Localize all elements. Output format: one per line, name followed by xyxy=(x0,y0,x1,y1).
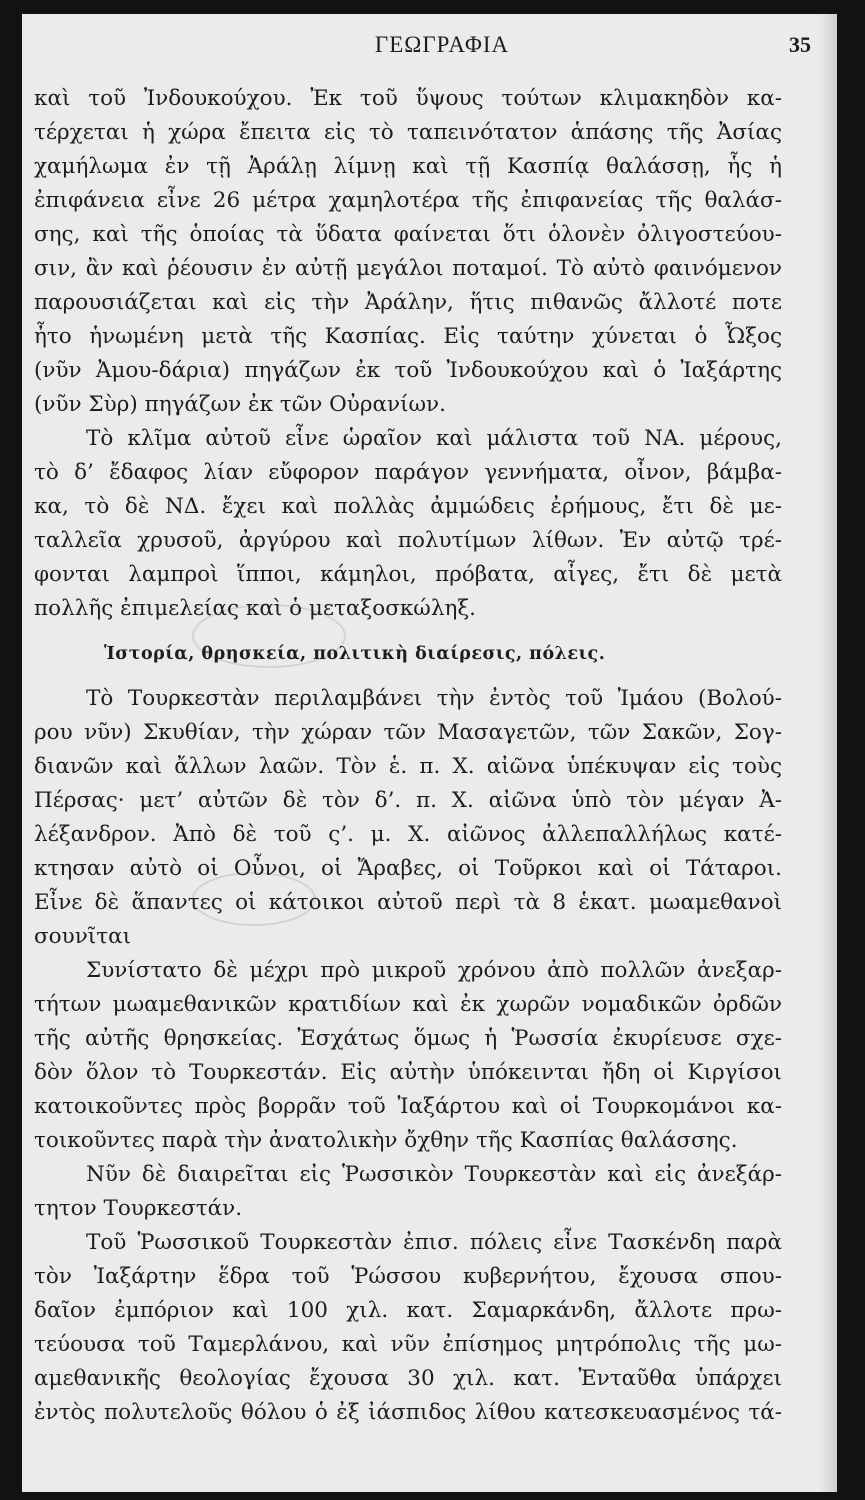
text-line: Τὸ Τουρκεστὰν περιλαμβάνει τὴν ἐντὸς τοῦ Ἰμάου (Βολού- xyxy=(86,686,782,711)
text-line: ἐντὸς πολυτελοῦς θόλου ὁ ἐξ ἰάσπιδος λίθου κατεσκευασμένος τά- xyxy=(34,1400,782,1425)
paragraph-geography xyxy=(34,82,782,422)
text-line: τῆς αὐτῆς θρησκείας. Ἐσχάτως ὅμως ἡ Ῥωσσία ἐκυρίευσε σχε- xyxy=(34,1026,782,1051)
text-line: Τοῦ Ῥωσσικοῦ Τουρκεστὰν ἐπισ. πόλεις εἶνε Τασκένδη παρὰ xyxy=(86,1230,782,1255)
text-line: (νῦν Σὺρ) πηγάζων ἐκ τῶν Οὐρανίων. xyxy=(34,392,446,417)
text-line: λέξανδρον. Ἀπὸ δὲ τοῦ ς’. μ. Χ. αἰῶνος ἀλλεπαλλήλως κατέ- xyxy=(34,822,782,847)
text-line: Συνίστατο δὲ μέχρι πρὸ μικροῦ χρόνου ἀπὸ πολλῶν ἀνεξαρ- xyxy=(86,958,782,983)
section-heading: Ἱστορία, θρησκεία, πολιτικὴ διαίρεσις, πόλεις. xyxy=(104,644,606,664)
text-line: πολλῆς ἐπιμελείας καὶ ὁ μεταξοσκώληξ. xyxy=(34,596,477,621)
text-line: ἦτο ἡνωμένη μετὰ τῆς Κασπίας. Εἰς ταύτην χύνεται ὁ Ὦξος xyxy=(34,324,782,349)
text-line: (νῦν Ἀμου-δάρια) πηγάζων ἐκ τοῦ Ἰνδουκούχου καὶ ὁ Ἰαξάρτης xyxy=(34,358,782,383)
text-line: κατοικοῦντες πρὸς βορρᾶν τοῦ Ἰαξάρτου καὶ οἱ Τουρκομάνοι κα- xyxy=(34,1094,782,1119)
text-line: τοικοῦντες παρὰ τὴν ἀνατολικὴν ὄχθην τῆς Κασπίας θαλάσσης. xyxy=(34,1128,738,1153)
text-line: κτησαν αὐτὸ οἱ Οὖνοι, οἱ Ἄραβες, οἱ Τοῦρκοι καὶ οἱ Τάταροι. xyxy=(34,856,782,881)
text-line: ταλλεῖα χρυσοῦ, ἀργύρου καὶ πολυτίμων λίθων. Ἐν αὐτῷ τρέ- xyxy=(34,528,782,553)
text-line: χαμήλωμα ἐν τῇ Ἀράλῃ λίμνῃ καὶ τῇ Κασπίᾳ θαλάσσῃ, ἧς ἡ xyxy=(34,154,782,179)
text-line: ἐπιφάνεια εἶνε 26 μέτρα χαμηλοτέρα τῆς ἐπιφανείας τῆς θαλάσ- xyxy=(34,188,782,213)
paragraph-history xyxy=(34,682,782,954)
text-line: φονται λαμπροὶ ἵπποι, κάμηλοι, πρόβατα, αἶγες, ἔτι δὲ μετὰ xyxy=(34,562,782,587)
text-line: τὸν Ἰαξάρτην ἕδρα τοῦ Ῥώσσου κυβερνήτου, ἔχουσα σπου- xyxy=(34,1264,782,1289)
text-line: καὶ τοῦ Ἰνδουκούχου. Ἐκ τοῦ ὕψους τούτων κλιμακηδὸν κα- xyxy=(34,86,782,111)
text-line: κα, τὸ δὲ ΝΔ. ἔχει καὶ πολλὰς ἀμμώδεις ἐρήμους, ἔτι δὲ με- xyxy=(34,494,782,519)
text-line: Πέρσας· μετ’ αὐτῶν δὲ τὸν δ’. π. Χ. αἰῶνα ὑπὸ τὸν μέγαν Ἀ- xyxy=(34,788,782,813)
text-line: σιν, ἂν καὶ ῥέουσιν ἐν αὐτῇ μεγάλοι ποταμοί. Τὸ αὐτὸ φαινόμενον xyxy=(34,256,782,281)
text-line: αμεθανικῆς θεολογίας ἔχουσα 30 χιλ. κατ. Ἐνταῦθα ὑπάρχει xyxy=(34,1366,782,1391)
text-line: ρου νῦν) Σκυθίαν, τὴν χώραν τῶν Μασαγετῶν, τῶν Σακῶν, Σογ- xyxy=(34,720,782,745)
text-line: τητον Τουρκεστάν. xyxy=(34,1196,243,1221)
text-line: Νῦν δὲ διαιρεῖται εἰς Ῥωσσικὸν Τουρκεστὰν καὶ εἰς ἀνεξάρ- xyxy=(86,1162,782,1187)
running-title: ΓΕΩΓΡΑΦΙΑ xyxy=(374,32,510,57)
text-line: Εἶνε δὲ ἅπαντες οἱ κάτοικοι αὐτοῦ περὶ τὰ 8 ἑκατ. μωαμεθανοὶ xyxy=(34,890,782,915)
paragraph-climate xyxy=(34,422,782,626)
text-line: τέρχεται ἡ χώρα ἔπειτα εἰς τὸ ταπεινότατον ἁπάσης τῆς Ἀσίας xyxy=(34,120,782,145)
text-line: δὸν ὅλον τὸ Τουρκεστάν. Εἰς αὐτὴν ὑπόκεινται ἤδη οἱ Κιργίσοι xyxy=(34,1060,782,1085)
page-header xyxy=(22,32,837,68)
text-line: τὸ δ’ ἔδαφος λίαν εὔφορον παράγον γεννήματα, οἶνον, βάμβα- xyxy=(34,460,782,485)
paragraph-cities xyxy=(34,1226,782,1430)
paragraph-division xyxy=(34,1158,782,1226)
text-line: σης, καὶ τῆς ὁποίας τὰ ὕδατα φαίνεται ὅτι ὁλονὲν ὀλιγοστεύου- xyxy=(34,222,782,247)
body-text xyxy=(34,82,782,1430)
book-page xyxy=(22,14,837,1492)
text-line: τεύουσα τοῦ Ταμερλάνου, καὶ νῦν ἐπίσημος μητρόπολις τῆς μω- xyxy=(34,1332,782,1357)
paragraph-russia xyxy=(34,954,782,1158)
text-line: Τὸ κλῖμα αὐτοῦ εἶνε ὡραῖον καὶ μάλιστα τοῦ ΝΑ. μέρους, xyxy=(86,426,782,451)
text-line: τήτων μωαμεθανικῶν κρατιδίων καὶ ἐκ χωρῶν νομαδικῶν ὀρδῶν xyxy=(34,992,782,1017)
text-line: δαῖον ἐμπόριον καὶ 100 χιλ. κατ. Σαμαρκάνδη, ἄλλοτε πρω- xyxy=(34,1298,782,1323)
text-line: διανῶν καὶ ἄλλων λαῶν. Τὸν ἑ. π. Χ. αἰῶνα ὑπέκυψαν εἰς τοὺς xyxy=(34,754,782,779)
text-line: παρουσιάζεται καὶ εἰς τὴν Ἀράλην, ἥτις πιθανῶς ἄλλοτέ ποτε xyxy=(34,290,782,315)
page-number: 35 xyxy=(789,32,811,57)
text-line: σουνῖται xyxy=(34,924,132,949)
